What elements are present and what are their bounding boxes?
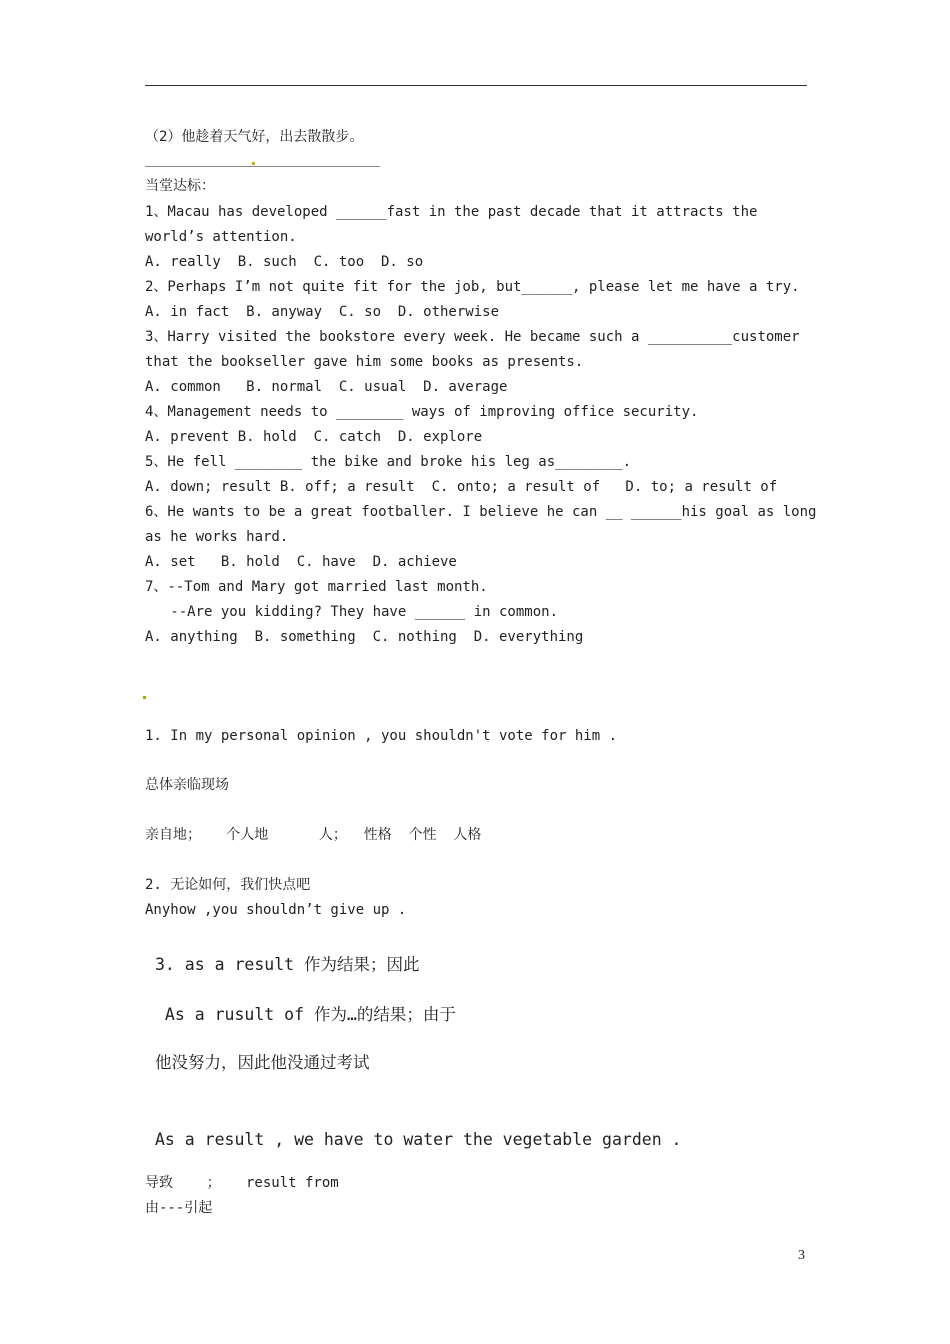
question-2: 2、Perhaps I’m not quite fit for the job, but______, please let me have a try. [145,279,800,295]
section-heading: 当堂达标： [145,178,215,194]
question-4-options: A. prevent B. hold C. catch D. explore [145,429,483,445]
question-6: 6、He wants to be a great footballer. I believe he can __ ______his goal as long [145,504,817,520]
question-1-options: A. really B. such C. too D. so [145,254,424,270]
note-2: 2. 无论如何，我们快点吧 [145,877,311,893]
question-7-reply: --Are you kidding? They have ______ in common. [145,604,559,620]
note-3-example: As a result , we have to water the vegetable garden . [155,1130,682,1149]
question-5-options: A. down; result B. off; a result C. onto; a result of D. to; a result of [145,479,778,495]
note-4-meaning: 由---引起 [145,1200,213,1216]
question-4: 4、Management needs to ________ ways of improving office security. [145,404,699,420]
question-1: 1、Macau has developed ______fast in the past decade that it attracts the [145,204,758,220]
question-3-options: A. common B. normal C. usual D. average [145,379,508,395]
question-6-options: A. set B. hold C. have D. achieve [145,554,457,570]
translation-item-2: （2）他趁着天气好，出去散散步。 [145,129,364,145]
question-7-options: A. anything B. something C. nothing D. everything [145,629,584,645]
question-5: 5、He fell ________ the bike and broke his leg as________. [145,454,632,470]
answer-blank[interactable] [145,166,380,167]
note-1-words: 亲自地； 个人地 人； 性格 个性 人格 [145,827,482,843]
header-rule [145,85,807,86]
question-3: 3、Harry visited the bookstore every week. He became such a __________customer [145,329,800,345]
stray-mark [143,696,146,699]
note-3-sentence: 他没努力，因此他没通过考试 [155,1053,370,1072]
note-3-phrase: As a rusult of 作为…的结果；由于 [155,1005,456,1024]
note-4: 导致 ； result from [145,1175,339,1191]
note-1-meaning: 总体亲临现场 [145,777,229,793]
page-number: 3 [798,1248,805,1263]
question-2-options: A. in fact B. anyway C. so D. otherwise [145,304,500,320]
question-1-cont: world’s attention. [145,229,297,245]
note-2-example: Anyhow ,you shouldn’t give up . [145,902,407,918]
question-6-cont: as he works hard. [145,529,289,545]
note-3: 3. as a result 作为结果；因此 [155,955,420,974]
question-3-cont: that the bookseller gave him some books as presents. [145,354,584,370]
question-7: 7、--Tom and Mary got married last month. [145,579,488,595]
note-1: 1. In my personal opinion , you shouldn't vote for him . [145,728,618,744]
